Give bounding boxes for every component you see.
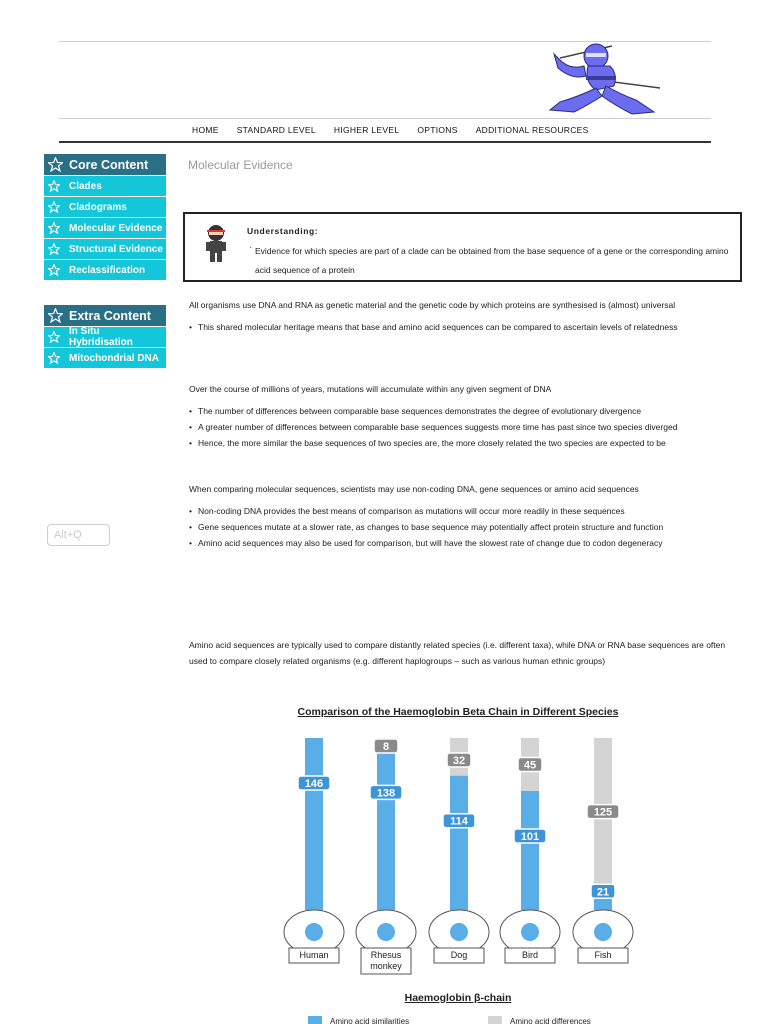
data-label-difference: 32 [452,755,466,767]
content-block-1 [189,297,739,335]
nav-higher-level[interactable]: HIGHER LEVEL [333,125,400,135]
sidebar-extra-header [44,305,166,327]
legend-label: Amino acid similarities [330,1016,410,1024]
sidebar-item-label: Reclassification [69,264,146,276]
list-item: • Non-coding DNA provides the best means of comparison as mutations will occur more readily in these sequences [189,503,739,519]
paragraph: Amino acid sequences are typically used to compare distantly related species (i.e. different taxa), while DNA or RNA base sequences are often used to compare closely related organisms (e.g. different haplogroups – such as various human ethnic groups) [189,640,726,666]
list-item: • Amino acid sequences may also be used for comparison, but will have the slowest rate of change due to codon degeneracy [189,535,739,551]
sidebar-core [44,154,166,281]
list-item: • Hence, the more similar the base sequences of two species are, the more closely related the two species are expected to be [189,435,739,451]
bar-similarity [377,747,395,910]
header-mid-rule [59,118,711,119]
data-label-difference: 125 [593,806,613,819]
paragraph: All organisms use DNA and RNA as genetic material and the genetic code by which proteins are synthesised is (almost) universal [189,300,676,310]
understanding-text: Evidence for which species are part of a clade can be obtained from the base sequence of a gene or the corresponding amino acid sequence of a protein [255,246,729,275]
nav-additional-resources[interactable]: ADDITIONAL RESOURCES [475,125,589,135]
dog-icon [450,923,468,941]
category-label: Rhesus [370,950,402,960]
category-label: Bird [521,950,539,960]
star-icon [48,201,60,213]
sidebar-core-header [44,154,166,176]
category-label: Dog [450,950,468,960]
content-block-4 [189,637,739,669]
understanding-box [183,212,742,282]
content-block-3 [189,481,739,551]
ninja-logo [540,40,664,120]
data-label-similarity: 138 [376,787,396,800]
chart-subtitle: Haemoglobin β-chain [404,992,512,1004]
category-label: Human [299,950,329,960]
sidebar-item-label: Structural Evidence [69,243,163,255]
data-label-similarity: 114 [450,815,468,828]
bar-similarity [521,791,539,910]
bar-similarity [305,738,323,910]
star-icon [48,243,60,255]
sidebar-item-clades[interactable] [44,176,166,197]
sidebar-item-cladograms[interactable] [44,197,166,218]
paragraph: Over the course of millions of years, mutations will accumulate within any given segment of DNA [189,384,552,394]
sidebar-item-label: Clades [69,180,102,192]
understanding-title: Understanding: [247,226,319,236]
sidebar-item-label: Mitochondrial DNA [69,352,159,364]
sidebar-extra [44,305,166,369]
nav-options[interactable]: OPTIONS [417,125,458,135]
legend-swatch [308,1016,322,1024]
sidebar-item-label: Molecular Evidence [69,222,163,234]
star-icon [48,308,63,323]
list-item: • A greater number of differences between comparable base sequences suggests more time has past since two species diverged [189,419,739,435]
fish-icon [594,923,612,941]
main-nav [192,125,607,137]
monkey-icon [377,923,395,941]
nav-standard-level[interactable]: STANDARD LEVEL [236,125,316,135]
legend-label: Amino acid differences [510,1016,591,1024]
list-item: • This shared molecular heritage means that base and amino acid sequences can be compared to ascertain levels of relatedness [189,319,739,335]
bullet-icon: · [249,242,252,252]
legend-differences [488,1016,591,1024]
star-icon [48,180,60,192]
ninja-icon [203,223,229,263]
sidebar-core-title: Core Content [69,157,149,172]
sidebar-item-molecular-evidence[interactable] [44,218,166,239]
category-label: Fish [594,950,612,960]
star-icon [48,352,60,364]
data-label-similarity: 146 [304,778,324,790]
star-icon [48,222,60,234]
header-bottom-rule [59,141,711,143]
data-label-difference: 45 [523,759,537,772]
sidebar-item-reclassification[interactable] [44,260,166,281]
sidebar-item-structural-evidence[interactable] [44,239,166,260]
legend-similarities [308,1016,409,1024]
sidebar-item-label: Cladograms [69,201,127,213]
star-icon [48,157,63,172]
data-label-difference: 8 [382,741,390,753]
nav-home[interactable]: HOME [192,125,219,135]
sidebar-item-in-situ-hybridisation[interactable] [44,327,166,348]
haemoglobin-chart [260,700,660,1024]
sidebar-item-mitochondrial-dna[interactable] [44,348,166,369]
bar-similarity [450,776,468,910]
data-label-similarity: 21 [596,886,610,899]
sidebar-item-label: In Situ Hybridisation [69,326,133,348]
running-person-icon [305,923,323,941]
shortcut-button[interactable]: Alt+Q [47,524,110,546]
sidebar-extra-title: Extra Content [69,308,151,323]
chart-title: Comparison of the Haemoglobin Beta Chain in Different Species [297,706,619,718]
chart-svg [260,700,660,990]
legend-swatch [488,1016,502,1024]
paragraph: When comparing molecular sequences, scientists may use non-coding DNA, gene sequences or amino acid sequences [189,484,639,494]
list-item: • Gene sequences mutate at a slower rate, as changes to base sequence may potentially affect protein structure and function [189,519,739,535]
content-block-2 [189,381,739,451]
star-icon [48,331,60,343]
page-title: Molecular Evidence [188,158,293,172]
star-icon [48,264,60,276]
list-item: • The number of differences between comparable base sequences demonstrates the degree of evolutionary divergence [189,403,739,419]
category-label: monkey [370,961,402,971]
data-label-similarity: 101 [520,831,540,844]
bird-icon [521,923,539,941]
